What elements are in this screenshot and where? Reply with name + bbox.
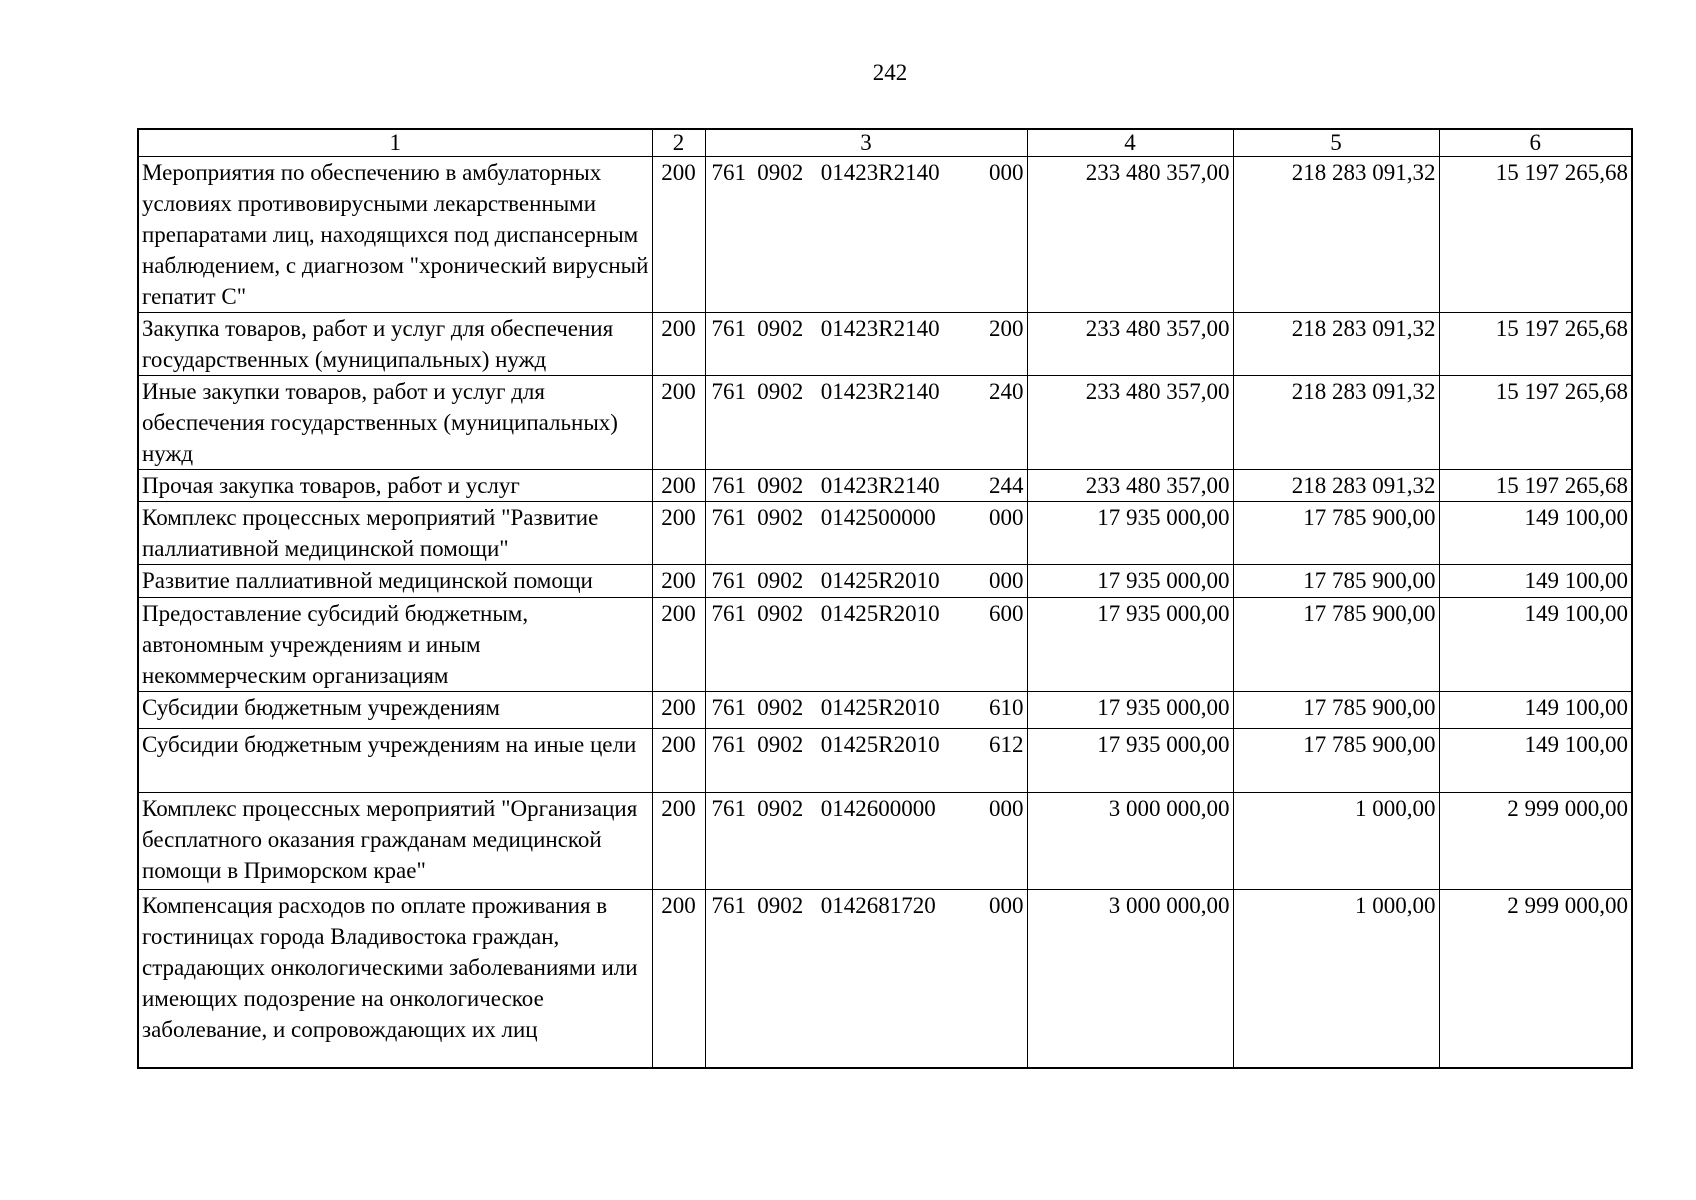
- admin-code: 200: [652, 598, 705, 692]
- page-number: 242: [872, 60, 908, 85]
- executed-amount: 17 785 900,00: [1233, 565, 1439, 598]
- row-name: Мероприятия по обеспечению в амбулаторных условиях противовирусными лекарственными препаратами лиц, находящихся под диспансерным наблюдением, с диагнозом "хронический вирусный гепатит С": [138, 157, 652, 313]
- row-name: Предоставление субсидий бюджетным, автономным учреждениям и иным некоммерческим организациям: [138, 598, 652, 692]
- remainder-amount: 15 197 265,68: [1439, 157, 1632, 313]
- planned-amount: 3 000 000,00: [1027, 793, 1233, 890]
- planned-amount: 233 480 357,00: [1027, 470, 1233, 502]
- column-header: 6: [1439, 129, 1632, 157]
- budget-classification: [705, 692, 1027, 729]
- row-name: Закупка товаров, работ и услуг для обеспечения государственных (муниципальных) нужд: [138, 313, 652, 376]
- admin-code: 200: [652, 470, 705, 502]
- target-code: 01423R2140: [820, 316, 940, 341]
- budget-table: [137, 128, 1633, 1069]
- executed-amount: 218 283 091,32: [1233, 470, 1439, 502]
- ministry-code: 761: [711, 893, 746, 918]
- admin-code: 200: [652, 313, 705, 376]
- budget-classification: [705, 598, 1027, 692]
- section-code: 0902: [757, 505, 804, 530]
- expense-kind-code: 600: [989, 601, 1024, 626]
- budget-classification: [705, 793, 1027, 890]
- ministry-code: 761: [711, 379, 746, 404]
- table-row: [138, 729, 1632, 793]
- column-header: 4: [1027, 129, 1233, 157]
- table-header-row: [138, 129, 1632, 157]
- planned-amount: 17 935 000,00: [1027, 729, 1233, 793]
- row-name: Прочая закупка товаров, работ и услуг: [138, 470, 652, 502]
- expense-kind-code: 244: [989, 473, 1024, 498]
- remainder-amount: 149 100,00: [1439, 598, 1632, 692]
- target-code: 01423R2140: [820, 473, 940, 498]
- expense-kind-code: 200: [989, 316, 1024, 341]
- remainder-amount: 149 100,00: [1439, 729, 1632, 793]
- section-code: 0902: [757, 568, 804, 593]
- section-code: 0902: [757, 160, 804, 185]
- expense-kind-code: 612: [989, 732, 1024, 757]
- column-header: 5: [1233, 129, 1439, 157]
- row-name: Комплекс процессных мероприятий "Организация бесплатного оказания гражданам медицинской помощи в Приморском крае": [138, 793, 652, 890]
- ministry-code: 761: [711, 160, 746, 185]
- planned-amount: 17 935 000,00: [1027, 598, 1233, 692]
- table-row: [138, 376, 1632, 470]
- column-header: 1: [138, 129, 652, 157]
- admin-code: 200: [652, 565, 705, 598]
- section-code: 0902: [757, 893, 804, 918]
- executed-amount: 1 000,00: [1233, 793, 1439, 890]
- admin-code: 200: [652, 692, 705, 729]
- admin-code: 200: [652, 376, 705, 470]
- planned-amount: 233 480 357,00: [1027, 313, 1233, 376]
- admin-code: 200: [652, 502, 705, 565]
- section-code: 0902: [757, 316, 804, 341]
- expense-kind-code: 240: [989, 379, 1024, 404]
- planned-amount: 233 480 357,00: [1027, 157, 1233, 313]
- admin-code: 200: [652, 793, 705, 890]
- remainder-amount: 15 197 265,68: [1439, 376, 1632, 470]
- column-header: 3: [705, 129, 1027, 157]
- budget-classification: [705, 157, 1027, 313]
- table-row: [138, 565, 1632, 598]
- budget-classification: [705, 890, 1027, 1068]
- expense-kind-code: 000: [989, 568, 1024, 593]
- executed-amount: 218 283 091,32: [1233, 313, 1439, 376]
- remainder-amount: 15 197 265,68: [1439, 313, 1632, 376]
- table-row: [138, 692, 1632, 729]
- table-row: [138, 157, 1632, 313]
- budget-classification: [705, 376, 1027, 470]
- expense-kind-code: 610: [989, 695, 1024, 720]
- planned-amount: 17 935 000,00: [1027, 565, 1233, 598]
- table-row: [138, 502, 1632, 565]
- table-row: [138, 470, 1632, 502]
- ministry-code: 761: [711, 316, 746, 341]
- executed-amount: 1 000,00: [1233, 890, 1439, 1068]
- remainder-amount: 15 197 265,68: [1439, 470, 1632, 502]
- target-code: 01425R2010: [820, 601, 940, 626]
- executed-amount: 17 785 900,00: [1233, 502, 1439, 565]
- row-name: Иные закупки товаров, работ и услуг для обеспечения государственных (муниципальных) нужд: [138, 376, 652, 470]
- target-code: 0142681720: [820, 893, 936, 918]
- row-name: Субсидии бюджетным учреждениям на иные цели: [138, 729, 652, 793]
- section-code: 0902: [757, 796, 804, 821]
- ministry-code: 761: [711, 796, 746, 821]
- ministry-code: 761: [711, 601, 746, 626]
- column-header: 2: [652, 129, 705, 157]
- budget-classification: [705, 313, 1027, 376]
- planned-amount: 17 935 000,00: [1027, 502, 1233, 565]
- target-code: 01423R2140: [820, 160, 940, 185]
- planned-amount: 3 000 000,00: [1027, 890, 1233, 1068]
- target-code: 0142600000: [820, 796, 936, 821]
- remainder-amount: 149 100,00: [1439, 565, 1632, 598]
- admin-code: 200: [652, 157, 705, 313]
- section-code: 0902: [757, 473, 804, 498]
- executed-amount: 17 785 900,00: [1233, 692, 1439, 729]
- budget-classification: [705, 470, 1027, 502]
- executed-amount: 17 785 900,00: [1233, 598, 1439, 692]
- budget-classification: [705, 502, 1027, 565]
- ministry-code: 761: [711, 473, 746, 498]
- row-name: Комплекс процессных мероприятий "Развитие паллиативной медицинской помощи": [138, 502, 652, 565]
- table-row: [138, 598, 1632, 692]
- ministry-code: 761: [711, 695, 746, 720]
- expense-kind-code: 000: [989, 160, 1024, 185]
- budget-classification: [705, 565, 1027, 598]
- remainder-amount: 149 100,00: [1439, 502, 1632, 565]
- target-code: 01425R2010: [820, 732, 940, 757]
- row-name: Компенсация расходов по оплате проживания в гостиницах города Владивостока граждан, страдающих онкологическими заболеваниями или имеющих подозрение на онкологическое заболевание, и сопровождающих их лиц: [138, 890, 652, 1068]
- ministry-code: 761: [711, 568, 746, 593]
- planned-amount: 17 935 000,00: [1027, 692, 1233, 729]
- section-code: 0902: [757, 695, 804, 720]
- target-code: 0142500000: [820, 505, 936, 530]
- expense-kind-code: 000: [989, 893, 1024, 918]
- ministry-code: 761: [711, 505, 746, 530]
- row-name: Развитие паллиативной медицинской помощи: [138, 565, 652, 598]
- remainder-amount: 2 999 000,00: [1439, 793, 1632, 890]
- remainder-amount: 2 999 000,00: [1439, 890, 1632, 1068]
- executed-amount: 17 785 900,00: [1233, 729, 1439, 793]
- expense-kind-code: 000: [989, 505, 1024, 530]
- section-code: 0902: [757, 732, 804, 757]
- planned-amount: 233 480 357,00: [1027, 376, 1233, 470]
- table-row: [138, 313, 1632, 376]
- remainder-amount: 149 100,00: [1439, 692, 1632, 729]
- admin-code: 200: [652, 890, 705, 1068]
- executed-amount: 218 283 091,32: [1233, 376, 1439, 470]
- table-row: [138, 890, 1632, 1068]
- table-row: [138, 793, 1632, 890]
- section-code: 0902: [757, 601, 804, 626]
- section-code: 0902: [757, 379, 804, 404]
- admin-code: 200: [652, 729, 705, 793]
- target-code: 01425R2010: [820, 695, 940, 720]
- row-name: Субсидии бюджетным учреждениям: [138, 692, 652, 729]
- ministry-code: 761: [711, 732, 746, 757]
- expense-kind-code: 000: [989, 796, 1024, 821]
- target-code: 01423R2140: [820, 379, 940, 404]
- budget-classification: [705, 729, 1027, 793]
- target-code: 01425R2010: [820, 568, 940, 593]
- executed-amount: 218 283 091,32: [1233, 157, 1439, 313]
